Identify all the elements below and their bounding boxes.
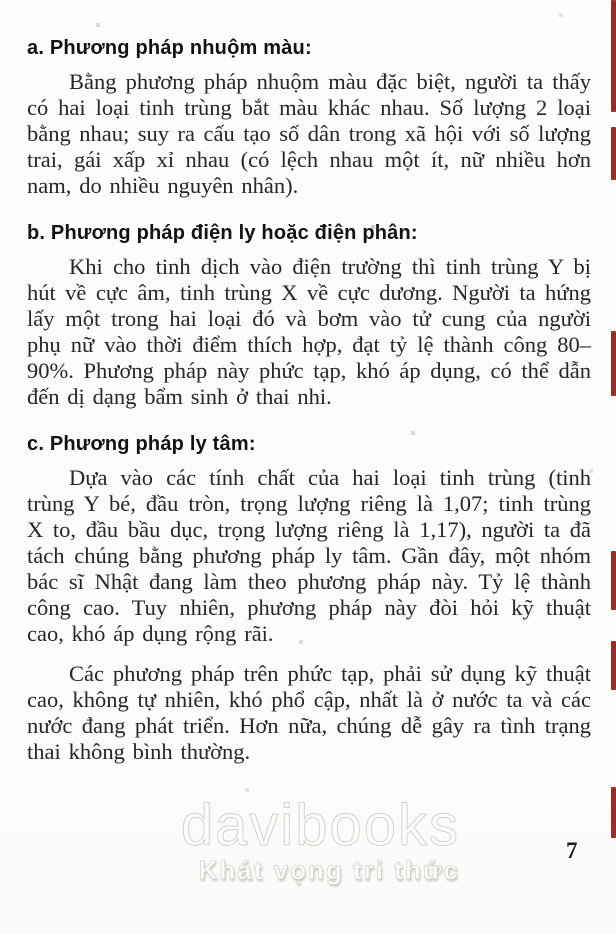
davibooks-watermark bbox=[180, 793, 460, 885]
page-number: 7 bbox=[566, 838, 578, 863]
watermark-brand-text: davibooks bbox=[180, 793, 460, 858]
page-edge-mark bbox=[611, 331, 616, 396]
page-edge-mark bbox=[611, 787, 616, 838]
section-heading-b: b. Phương pháp điện ly hoặc điện phân: bbox=[27, 222, 418, 244]
section-heading-c: c. Phương pháp ly tâm: bbox=[27, 433, 256, 455]
section-heading-a: a. Phương pháp nhuộm màu: bbox=[27, 37, 312, 59]
paragraph-c1: Dựa vào các tính chất của hai loại tinh trùng (tinh trùng Y bé, đầu tròn, trọng lượng riêng là 1,07; tinh trùng X to, đầu bầu dục, trọng lượng riêng là 1,17), người ta đã tách chúng bằng phương pháp ly tâm. Gần đây, một nhóm bác sĩ Nhật đang làm theo phương pháp này. Tỷ lệ thành công cao. Tuy nhiên, phương pháp này đòi hỏi kỹ thuật cao, khó áp dụng rộng rãi. bbox=[27, 465, 591, 646]
scan-noise-specks bbox=[0, 0, 2, 2]
paragraph-b1: Khi cho tinh dịch vào điện trường thì tinh trùng Y bị hút về cực âm, tinh trùng X về cực dương. Người ta hứng lấy một trong hai loại đó và bơm vào tử cung của người phụ nữ vào thời điểm thích hợp, đạt tỷ lệ thành công 80–90%. Phương pháp này phức tạp, khó áp dụng, có thể dẫn đến dị dạng bẩm sinh ở thai nhi. bbox=[27, 254, 591, 409]
page-edge-mark bbox=[611, 0, 616, 112]
paragraph-a1: Bằng phương pháp nhuộm màu đặc biệt, người ta thấy có hai loại tinh trùng bắt màu khác nhau. Số lượng 2 loại bằng nhau; suy ra cấu tạo số dân trong xã hội với số lượng trai, gái xấp xỉ nhau (có lệch nhau một ít, nữ nhiều hơn nam, do nhiều nguyên nhân). bbox=[27, 69, 591, 198]
watermark-tagline-text: Khát vọng tri thức bbox=[198, 855, 460, 885]
paragraph-c2: Các phương pháp trên phức tạp, phải sử dụng kỹ thuật cao, không tự nhiên, khó phổ cập, nhất là ở nước ta và các nước đang phát triển. Hơn nữa, chúng dễ gây ra tình trạng thai không bình thường. bbox=[27, 661, 591, 764]
page-edge-mark bbox=[611, 641, 616, 690]
page-content bbox=[27, 36, 591, 765]
page-edge-mark bbox=[611, 551, 616, 610]
page-edge-mark bbox=[611, 127, 616, 180]
